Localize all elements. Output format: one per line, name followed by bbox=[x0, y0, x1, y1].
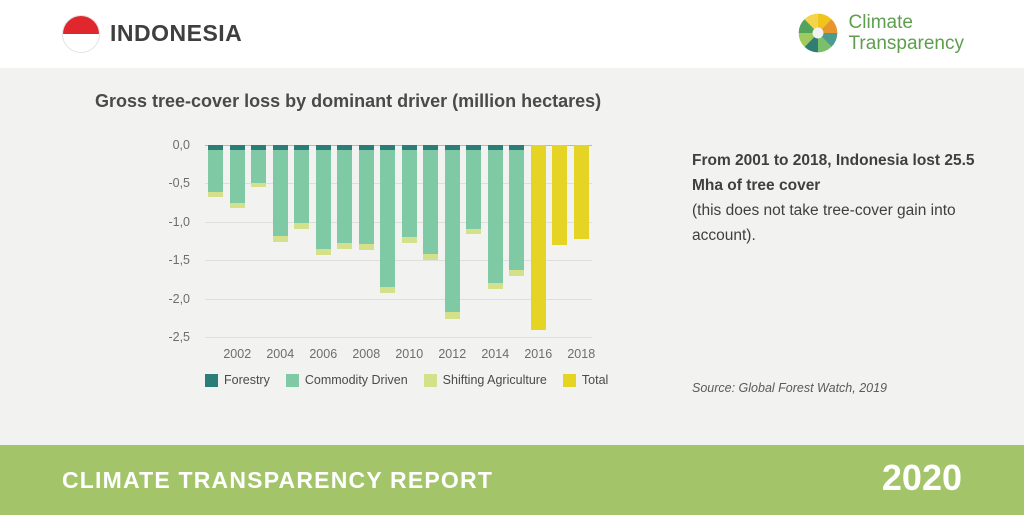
chart-legend bbox=[205, 373, 608, 387]
chart-gridline bbox=[205, 337, 592, 338]
chart-bar bbox=[466, 145, 481, 337]
chart-bar-segment bbox=[423, 150, 438, 254]
chart-bar-stack bbox=[380, 145, 395, 293]
chart-bar bbox=[273, 145, 288, 337]
chart-bar bbox=[230, 145, 245, 337]
brand-text bbox=[849, 12, 964, 54]
legend-label: Total bbox=[581, 373, 609, 387]
chart-bar-stack bbox=[488, 145, 503, 289]
y-axis-tick-label: -2,5 bbox=[168, 330, 190, 344]
chart-bar bbox=[208, 145, 223, 337]
chart-panel bbox=[95, 130, 615, 400]
legend-label: Shifting Agriculture bbox=[442, 373, 547, 387]
chart-bar-segment bbox=[359, 244, 374, 250]
chart-bar-segment bbox=[466, 229, 481, 234]
chart-bar-segment bbox=[423, 254, 438, 260]
brand-line-1: Climate bbox=[848, 12, 913, 33]
chart-bar bbox=[251, 145, 266, 337]
chart-bar bbox=[402, 145, 417, 337]
chart-bar bbox=[423, 145, 438, 337]
chart-bar-stack bbox=[574, 145, 589, 239]
chart-bar-stack bbox=[208, 145, 223, 197]
callout-rest: (this does not take tree-cover gain into account). bbox=[692, 202, 956, 244]
x-axis-tick-label: 2008 bbox=[352, 347, 381, 361]
chart-bar-segment bbox=[208, 150, 223, 191]
chart-bar-segment bbox=[359, 150, 374, 244]
chart-bar-segment bbox=[230, 150, 245, 204]
chart-bar-segment bbox=[337, 243, 352, 249]
chart-bar-stack bbox=[402, 145, 417, 243]
x-axis-tick-label: 2014 bbox=[481, 347, 510, 361]
legend-item bbox=[424, 373, 547, 387]
indonesia-flag-icon bbox=[62, 15, 100, 53]
chart-bar-segment bbox=[574, 145, 589, 239]
x-axis-tick-label: 2016 bbox=[524, 347, 553, 361]
legend-swatch-icon bbox=[424, 374, 437, 387]
chart-bar-segment bbox=[251, 183, 266, 188]
legend-item bbox=[205, 373, 270, 387]
chart-bar-stack bbox=[445, 145, 460, 319]
chart-bar-segment bbox=[230, 203, 245, 208]
chart-bar-segment bbox=[466, 150, 481, 228]
chart-bar-segment bbox=[402, 237, 417, 242]
chart-bar-segment bbox=[380, 287, 395, 293]
legend-swatch-icon bbox=[286, 374, 299, 387]
chart-bar-segment bbox=[273, 150, 288, 236]
chart-bar bbox=[488, 145, 503, 337]
chart-bar bbox=[359, 145, 374, 337]
chart-bar-segment bbox=[251, 150, 266, 183]
chart-bar-stack bbox=[509, 145, 524, 276]
chart-bar-stack bbox=[552, 145, 567, 245]
chart-bar-stack bbox=[294, 145, 309, 229]
x-axis-tick-label: 2002 bbox=[223, 347, 252, 361]
chart-bar-segment bbox=[402, 150, 417, 237]
legend-swatch-icon bbox=[205, 374, 218, 387]
source-note: Source: Global Forest Watch, 2019 bbox=[692, 381, 888, 395]
y-axis-tick-label: -1,5 bbox=[168, 253, 190, 268]
content-area bbox=[0, 68, 1024, 445]
x-axis-tick-label: 2004 bbox=[266, 347, 295, 361]
chart-bar-segment bbox=[509, 270, 524, 276]
chart-bar-stack bbox=[251, 145, 266, 187]
chart-bar bbox=[337, 145, 352, 337]
chart-bar-segment bbox=[445, 150, 460, 312]
page-title: INDONESIA bbox=[110, 20, 243, 46]
chart-bar-stack bbox=[423, 145, 438, 260]
chart-bar-segment bbox=[316, 150, 331, 249]
brand-logo bbox=[797, 12, 964, 54]
y-axis-tick-label: -1,0 bbox=[168, 214, 190, 229]
x-axis-tick-label: 2018 bbox=[567, 347, 596, 361]
legend-label: Commodity Driven bbox=[304, 373, 408, 387]
brand-line-2: Transparency bbox=[848, 33, 964, 54]
legend-item bbox=[286, 373, 408, 387]
y-axis-tick-label: 0,0 bbox=[172, 138, 190, 152]
chart-bar bbox=[531, 145, 546, 337]
chart-bar-segment bbox=[380, 150, 395, 287]
chart-bar bbox=[294, 145, 309, 337]
callout-bold: From 2001 to 2018, Indonesia lost 25.5 Mha of tree cover bbox=[692, 152, 975, 194]
chart-bar-segment bbox=[316, 249, 331, 254]
y-axis-tick-label: -0,5 bbox=[168, 176, 190, 191]
chart-bar-segment bbox=[445, 312, 460, 318]
chart-bar-stack bbox=[531, 145, 546, 330]
chart-bar bbox=[316, 145, 331, 337]
chart-bar bbox=[574, 145, 589, 337]
chart-bar-segment bbox=[273, 236, 288, 241]
chart-bar-segment bbox=[488, 150, 503, 283]
footer-bar bbox=[0, 445, 1024, 515]
x-axis-tick-label: 2012 bbox=[438, 347, 467, 361]
header-bar bbox=[0, 0, 1024, 68]
chart-bar-segment bbox=[509, 150, 524, 270]
chart-bar bbox=[445, 145, 460, 337]
chart-bar-segment bbox=[294, 150, 309, 224]
legend-label: Forestry bbox=[224, 373, 270, 387]
chart-title: Gross tree-cover loss by dominant driver (million hectares) bbox=[95, 91, 602, 111]
x-axis-tick-label: 2010 bbox=[395, 347, 424, 361]
chart-bar-segment bbox=[488, 283, 503, 289]
chart-bar-stack bbox=[359, 145, 374, 250]
chart-plot-area bbox=[168, 138, 596, 361]
chart-bar-segment bbox=[208, 192, 223, 197]
chart-bar-stack bbox=[273, 145, 288, 242]
x-axis-tick-label: 2006 bbox=[309, 347, 338, 361]
callout-text bbox=[692, 148, 982, 248]
chart-bar-segment bbox=[552, 145, 567, 245]
climate-transparency-logo-icon bbox=[797, 12, 839, 54]
footer-title: CLIMATE TRANSPARENCY REPORT bbox=[62, 467, 494, 493]
chart-bar-segment bbox=[337, 150, 352, 242]
chart-bar bbox=[380, 145, 395, 337]
legend-item bbox=[563, 373, 608, 387]
chart-bar-stack bbox=[316, 145, 331, 255]
y-axis-tick-label: -2,0 bbox=[168, 291, 190, 306]
chart-bar-segment bbox=[294, 223, 309, 228]
chart-bar bbox=[509, 145, 524, 337]
chart-bar bbox=[552, 145, 567, 337]
chart-bar-segment bbox=[531, 145, 546, 330]
chart-bar-stack bbox=[337, 145, 352, 249]
chart-bar-stack bbox=[466, 145, 481, 234]
chart-bar-stack bbox=[230, 145, 245, 208]
footer-year: 2020 bbox=[881, 457, 962, 498]
legend-swatch-icon bbox=[563, 374, 576, 387]
